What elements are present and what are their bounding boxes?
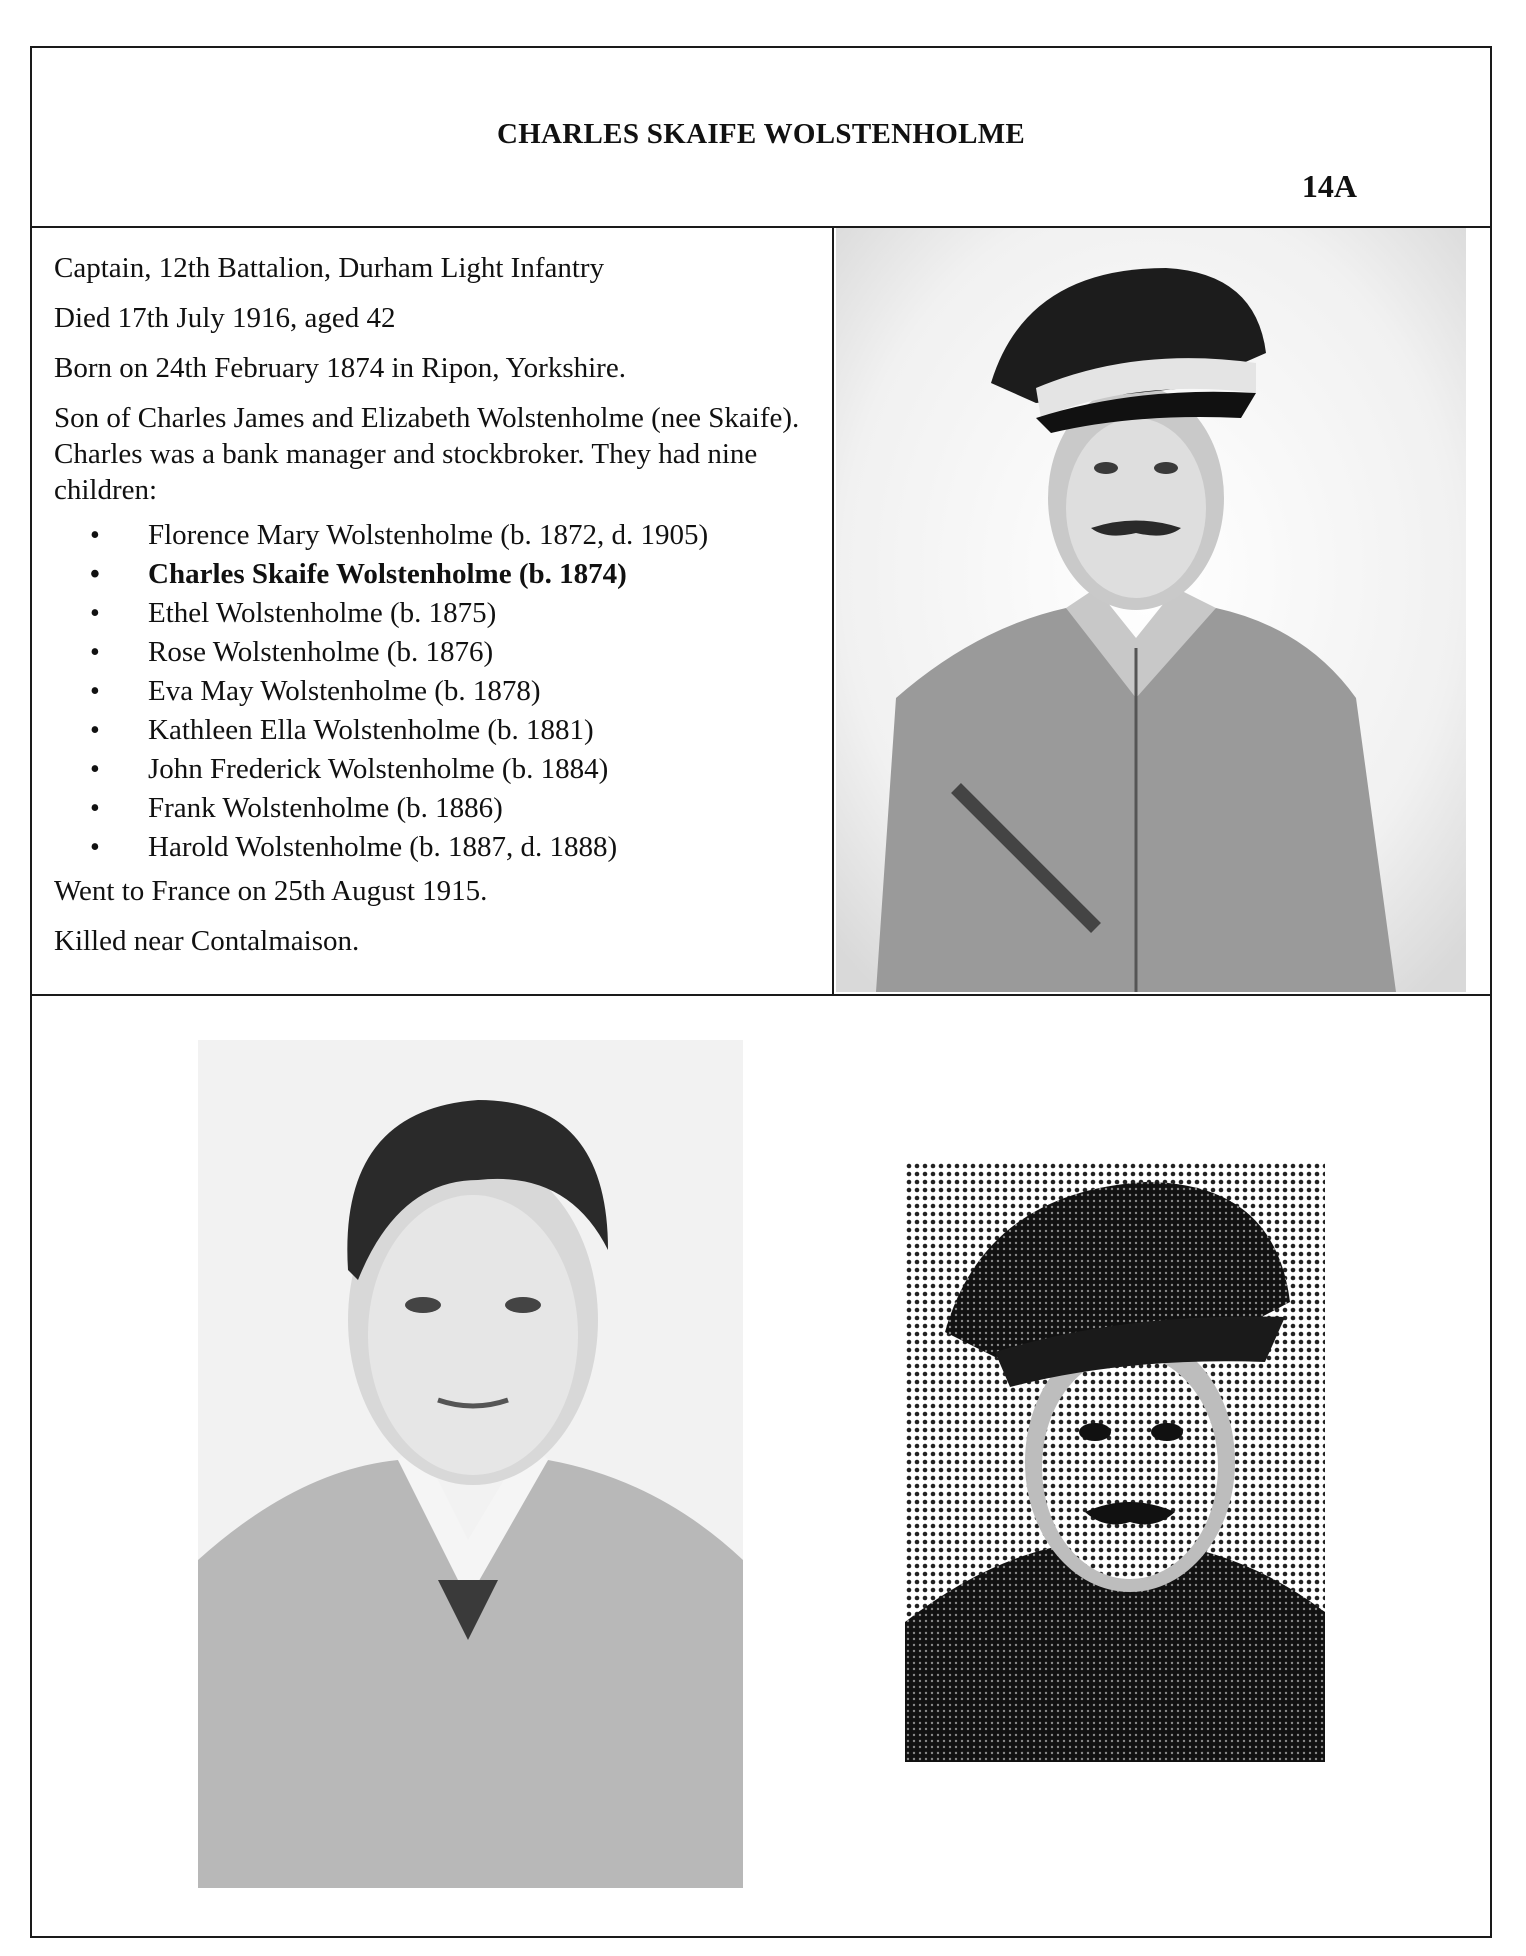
young-portrait-photo [198,1040,743,1888]
france-line: Went to France on 25th August 1915. [54,875,488,907]
list-item: • Ethel Wolstenholme (b. 1875) [54,594,814,633]
list-item: • Rose Wolstenholme (b. 1876) [54,633,814,672]
list-item: • Frank Wolstenholme (b. 1886) [54,789,814,828]
list-item: • Charles Skaife Wolstenholme (b. 1874) [54,555,814,594]
killed-line: Killed near Contalmaison. [54,925,360,957]
column-divider [832,228,834,994]
list-item: • Eva May Wolstenholme (b. 1878) [54,672,814,711]
header-box [30,46,1492,228]
list-item: • Kathleen Ella Wolstenholme (b. 1881) [54,711,814,750]
newspaper-portrait-photo [905,1162,1325,1762]
list-item: • John Frederick Wolstenholme (b. 1884) [54,750,814,789]
page-title: CHARLES SKAIFE WOLSTENHOLME [496,118,1026,150]
biography [54,250,814,973]
list-item: • Harold Wolstenholme (b. 1887, d. 1888) [54,828,814,867]
death-line: Died 17th July 1916, aged 42 [54,302,396,334]
rank-line: Captain, 12th Battalion, Durham Light Infantry [54,252,605,284]
row-divider [30,994,1492,996]
reference-code: 14A [1301,168,1357,204]
list-item: • Florence Mary Wolstenholme (b. 1872, d. 1905) [54,516,814,555]
children-list [54,516,814,867]
birth-line: Born on 24th February 1874 in Ripon, Yorkshire. [54,352,626,384]
uniform-portrait-photo [836,228,1466,992]
parents-paragraph: Son of Charles James and Elizabeth Wolstenholme (nee Skaife). Charles was a bank manager and stockbroker. They had nine children: [54,402,800,506]
